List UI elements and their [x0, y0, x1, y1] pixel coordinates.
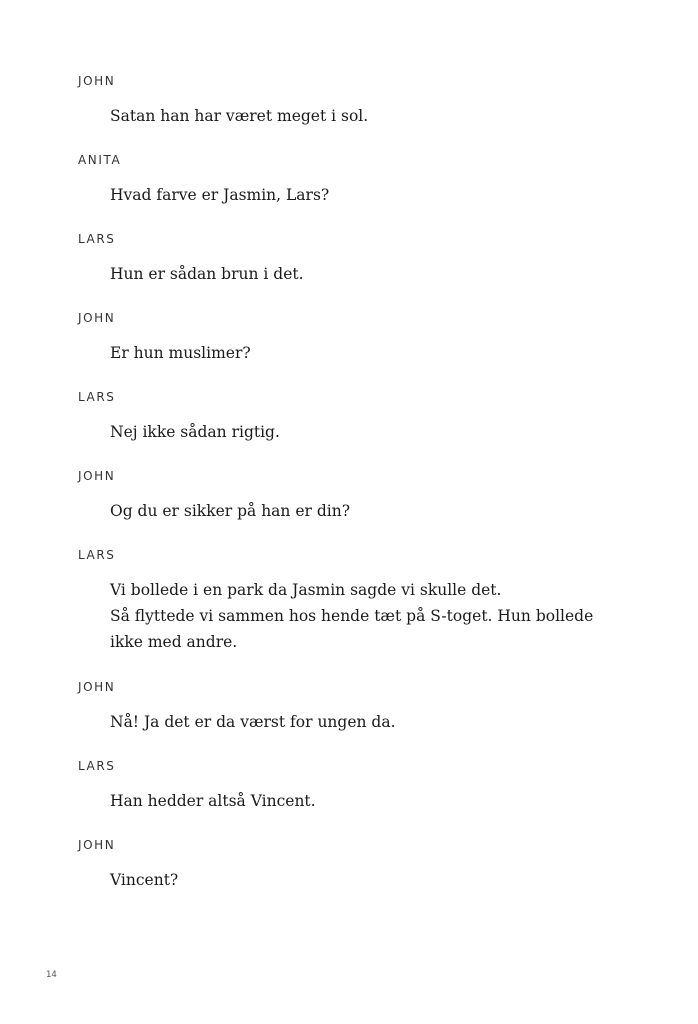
speaker-name: LARS [78, 759, 116, 773]
speaker-name: ANITA [78, 153, 122, 167]
dialogue-line: Og du er sikker på han er din? [110, 502, 351, 520]
speaker-name: JOHN [78, 469, 116, 483]
dialogue-line: Satan han har været meget i sol. [110, 107, 369, 125]
speaker-name: JOHN [78, 838, 116, 852]
dialogue-line: Han hedder altså Vincent. [110, 792, 316, 810]
dialogue-line: ikke med andre. [110, 633, 238, 651]
speaker-name: LARS [78, 232, 116, 246]
dialogue-line: Vincent? [110, 871, 179, 889]
speaker-name: JOHN [78, 680, 116, 694]
dialogue-line: Er hun muslimer? [110, 344, 251, 362]
speaker-name: JOHN [78, 311, 116, 325]
dialogue-line: Så flyttede vi sammen hos hende tæt på S-toget. Hun bollede [110, 607, 594, 625]
dialogue-line: Hun er sådan brun i det. [110, 265, 304, 283]
speaker-name: LARS [78, 548, 116, 562]
dialogue-line: Nå! Ja det er da værst for ungen da. [110, 713, 396, 731]
dialogue-line: Hvad farve er Jasmin, Lars? [110, 186, 330, 204]
speaker-name: JOHN [78, 74, 116, 88]
speaker-name: LARS [78, 390, 116, 404]
page-number: 14 [46, 970, 57, 980]
dialogue-line: Nej ikke sådan rigtig. [110, 423, 280, 441]
dialogue-line: Vi bollede i en park da Jasmin sagde vi skulle det. [110, 581, 502, 599]
